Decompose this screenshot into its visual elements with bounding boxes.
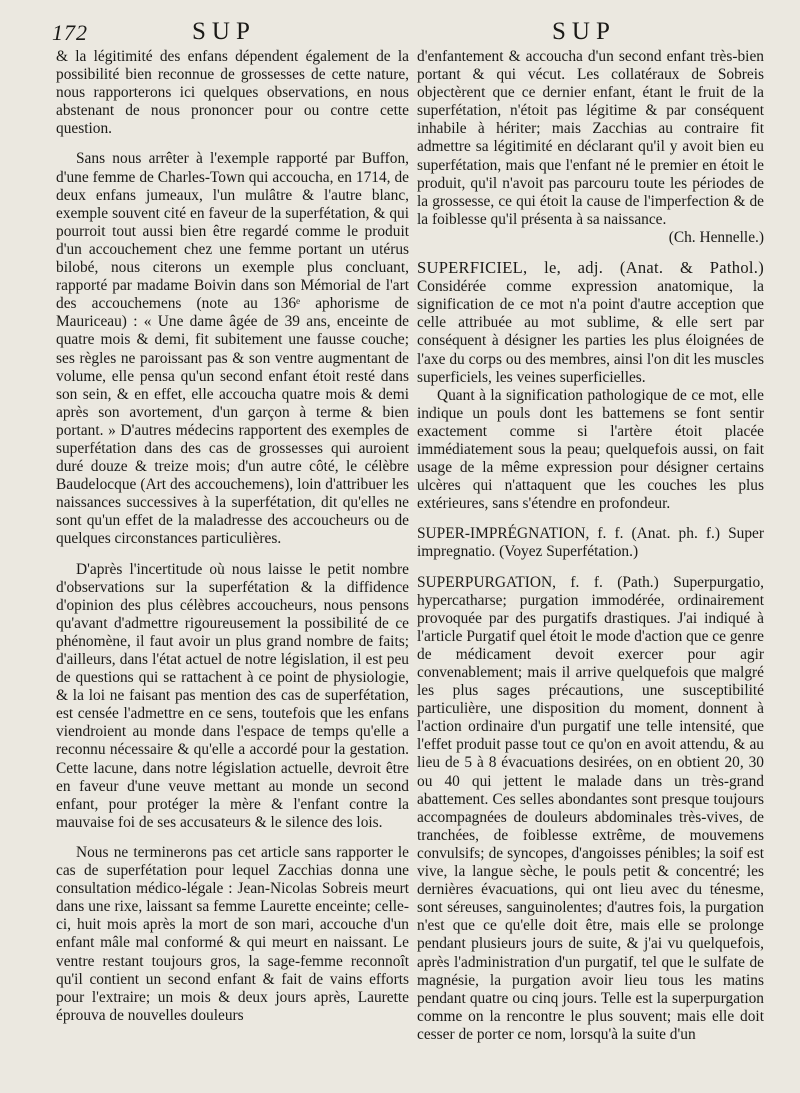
entry-headword: SUPERFICIEL, le, adj. (Anat. & Pathol.) bbox=[417, 258, 764, 278]
paragraph: Sans nous arrêter à l'exemple rapporté par Buffon, d'une femme de Charles-Town qui accoucha, en 1714, de deux enfans jumeaux, l'un mulâtre & l'autre blanc, exemple souvent cité en faveur de la superfétation, & qui pourroit tout aussi bien être regardé comme le produit d'un accouchement chez une femme portant un utérus bilobé, nous citerons un exemple plus concluant, rapporté par madame Boivin dans son Mémorial de l'art des accouchemens (note au 136ᵉ aphorisme de Mauriceau) : « Une dame âgée de 39 ans, enceinte de quatre mois & demi, fit subitement une fausse couche; ses règles ne paroissant pas & son ventre augmentant de volume, elle pensa qu'un second enfant étoit resté dans son sein, & en effet, elle accoucha quatre mois & demi après son avortement, d'un garçon à terme & bien portant. » D'autres médecins rapportent des exemples de superfétation dans des cas de grossesses qui auroient duré douze & treize mois; d'un autre côté, le célèbre Baudelocque (Art des accouchemens), loin d'attribuer les naissances successives à la superfétation, dit qu'elles ne sont qu'un effet de la maladresse des accoucheurs ou de quelques circonstances particulières. bbox=[56, 150, 409, 548]
author-signature: (Ch. Hennelle.) bbox=[668, 228, 764, 246]
right-running-head: SUP bbox=[552, 18, 616, 45]
paragraph: d'enfantement & accoucha d'un second enfant très-bien portant & qui vécut. Les collatéraux de Sobreis objectèrent que ce dernier enfant, étant le fruit de la superfétation, n'étoit pas légitime & par conséquent inhabile à hériter; mais Zacchias au contraire fit admettre sa légitimité en déclarant qu'il y avoit bien eu superfétation, mais que l'enfant né le premier en étoit le produit, qu'il n'avoit pas parcouru toute les périodes de la grossesse, ce qui étoit la cause de l'imperfection & de la foiblesse qu'il présenta à sa naissance. bbox=[417, 48, 764, 228]
paragraph: D'après l'incertitude où nous laisse le petit nombre d'observations sur la superfétation & la diffidence d'opinion des plus célèbres accoucheurs, nous pensons qu'avant d'admettre rigoureusement la possibilité de ce phénomène, il faut avoir un plus grand nombre de faits; d'ailleurs, dans l'état actuel de notre législation, il est peu de questions qui se rattachent à ce point de physiologie, & la loi ne faisant pas mention des cas de superfétation, est censée l'admettre en ce sens, toutefois que les enfans viendroient au monde dans l'espace de temps qu'elle a reconnu nécessaire & qu'elle a accordé pour la gestation. Cette lacune, dans notre législation actuelle, devroit être en faveur d'une veuve mettant au monde un second enfant, pour protéger la mère & l'enfant contre la mauvaise foi de ses accusateurs & le silence des lois. bbox=[56, 560, 409, 831]
right-column bbox=[417, 48, 764, 1044]
left-running-head: SUP bbox=[192, 18, 256, 45]
entry-superpurgation: SUPERPURGATION, f. f. (Path.) Superpurgatio, hypercatharse; purgation immodérée, ordinairement provoquée par des purgatifs drastiques. J'ai indiqué à l'article Purgatif quel étoit le mode d'action que ce genre de médicament devoit exercer pour agir convenablement; mais il arrive quelquefois que malgré les plus sages précautions, une susceptibilité particulière, une disposition du moment, donnent à l'action ordinaire d'un purgatif une telle intensité, que l'effet produit passe tout ce qu'on en avoit attendu, & au lieu de 5 à 8 évacuations desirées, on en obtient 20, 30 ou 40 qui jettent le malade dans un très-grand abattement. Ces selles abondantes sont presque toujours accompagnées de douleurs abdominales très-vives, de tranchées, de foiblesse extrême, de mouvemens convulsifs; de syncopes, d'angoisses pénibles; la soif est vive, la langue sèche, le pouls petit & concentré; les dernières évacuations, qui ont lieu avec du ténesme, sont séreuses, sanguinolentes; d'autres fois, la purgation n'est que ce qu'elle doit être, mais elle se prolonge pendant plusieurs jours de suite, & j'ai vu quelquefois, après l'administration d'un purgatif, tel que le sulfate de magnésie, la purgation avoir lieu tous les matins pendant quatre ou cinq jours. Telle est la superpurgation comme on la rencontre le plus souvent; mais elle doit cesser de porter ce nom, lorsqu'à la suite d'un bbox=[417, 573, 764, 1043]
page-header bbox=[0, 18, 800, 52]
entry-body: Considérée comme expression anatomique, la signification de ce mot n'a point d'autre acception que celle attribuée au mot sublime, & elle sert par conséquent à désigner les parties les plus éloignées de l'axe du corps ou des membres, ainsi l'on dit les muscles superficiels, les veines superficielles. bbox=[417, 278, 764, 386]
entry-superficiel bbox=[417, 259, 764, 387]
paragraph: Quant à la signification pathologique de ce mot, elle indique un pouls dont les battemens se font sentir exactement comme si l'artère étoit placée immédiatement sous la peau; quelquefois aussi, on fait usage de la même expression pour désigner certains ulcères qui n'attaquent que les couches les plus extérieures, sans s'étendre en profondeur. bbox=[417, 386, 764, 513]
column-gutter bbox=[406, 50, 407, 1050]
left-column bbox=[56, 48, 409, 1025]
entry-super-impregnation: SUPER-IMPRÉGNATION, f. f. (Anat. ph. f.) Super impregnatio. (Voyez Superfétation.) bbox=[417, 525, 764, 561]
paragraph: Nous ne terminerons pas cet article sans rapporter le cas de superfétation pour lequel Zacchias donna une consultation médico-légale : Jean-Nicolas Sobreis meurt dans une rixe, laissant sa femme Laurette enceinte; celle-ci, huit mois après la mort de son mari, accouche d'un enfant mâle mal conformé & qui meurt en naissant. Le ventre restant toujours gros, la sage-femme reconnoît qu'il contient un second enfant & fait de vains efforts pour l'extraire; un mois & deux jours après, Laurette éprouva de nouvelles douleurs bbox=[56, 843, 409, 1024]
paragraph: & la légitimité des enfans dépendent également de la possibilité bien reconnue de grossesses de cette nature, nous rapporterons ici quelques observations, en nous abstenant de nous prononcer pour ou contre cette question. bbox=[56, 48, 409, 138]
page-number: 172 bbox=[52, 20, 88, 45]
